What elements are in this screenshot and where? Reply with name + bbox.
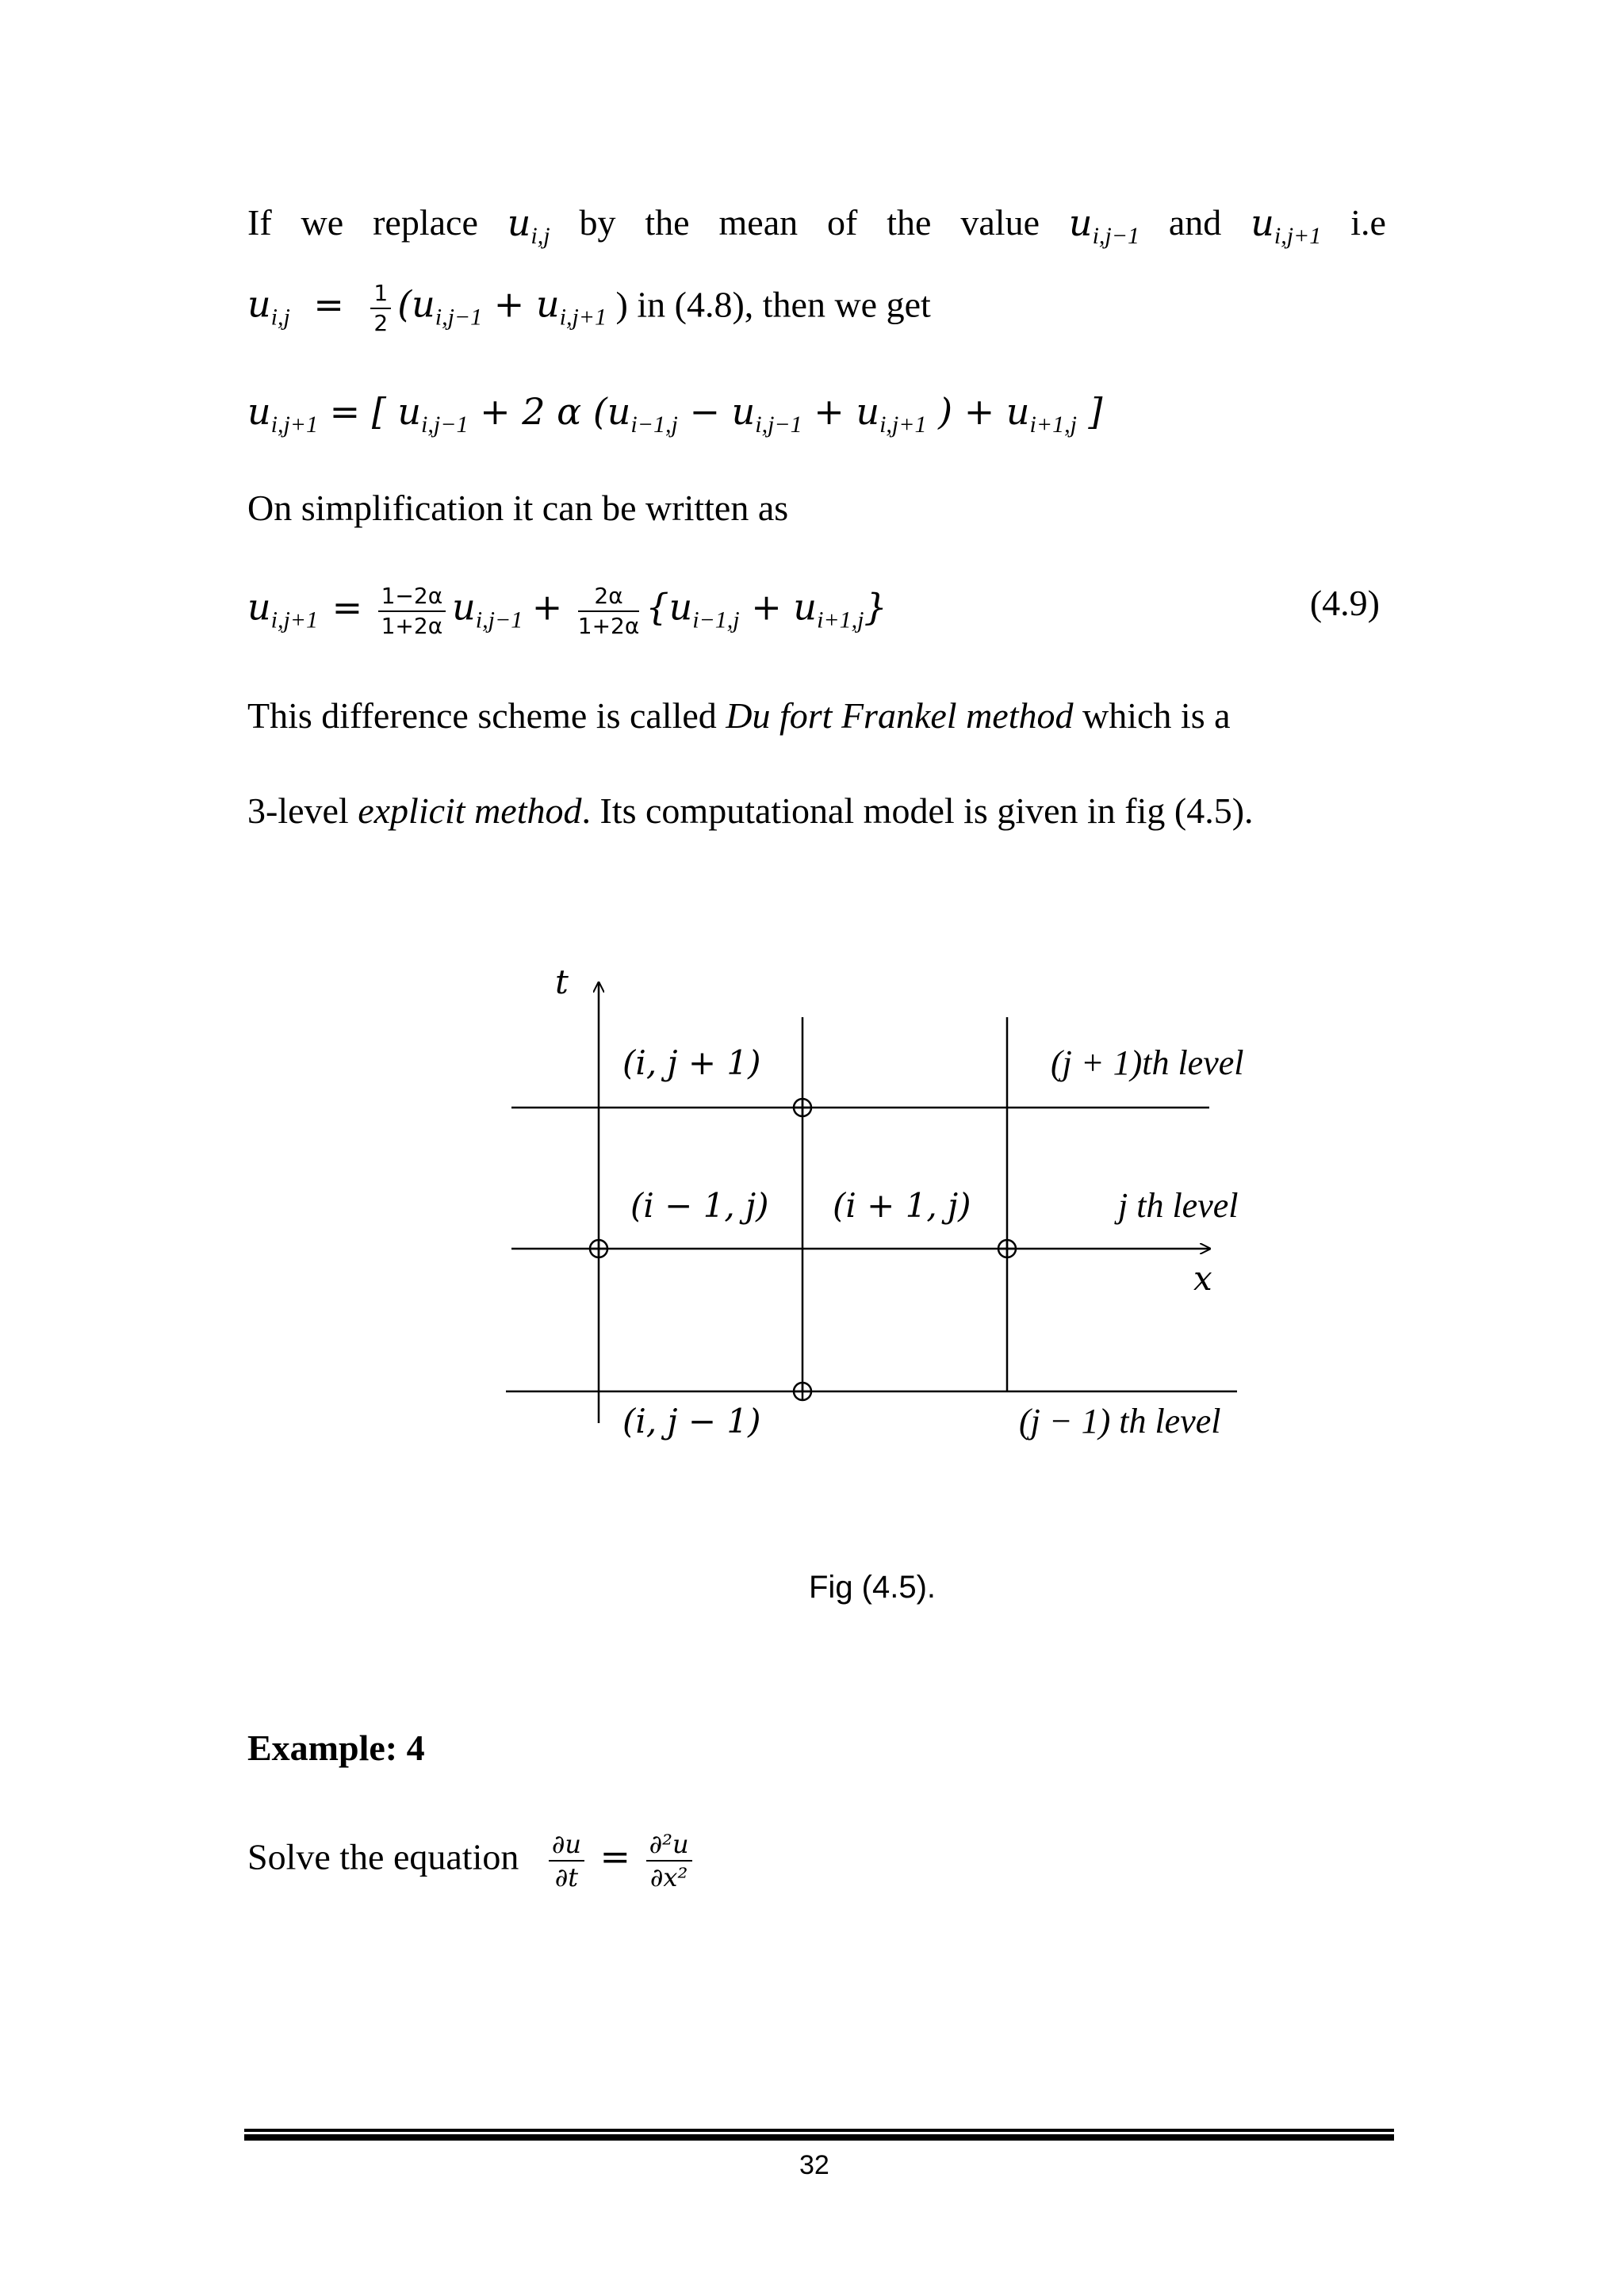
t-axis-label: t <box>555 962 569 1001</box>
simplification-text: On simplification it can be written as <box>247 488 789 528</box>
word: value <box>960 202 1040 243</box>
example-heading: Example: 4 <box>247 1728 425 1768</box>
paragraph-method-line1: This difference scheme is called Du fort Frankel method which is a <box>247 695 1231 736</box>
level-label-top: (j + 1)th level <box>1051 1043 1244 1082</box>
method-name: Du fort Frankel method <box>726 695 1074 736</box>
level-label-mid: j th level <box>1118 1186 1239 1225</box>
fraction-1: $\frac{1-2\alpha}{1+2\alpha}$ <box>378 585 446 637</box>
explicit-method: explicit method <box>358 790 582 831</box>
figure-caption: Fig (4.5). <box>809 1570 936 1605</box>
level-label-bottom: (j − 1) th level <box>1019 1402 1221 1441</box>
fraction-2: $\frac{2\alpha}{1+2\alpha}$ <box>577 583 640 639</box>
word: mean <box>718 202 799 243</box>
node-label-left: (i − 1, j) <box>630 1186 769 1225</box>
word: by <box>579 202 616 243</box>
equation-substituted: $u_{i,j+1}$ = [ $u_{i,j-1} + 2$ α ($u_{i-1,j} - u_{i,j-1} + u_{i,j+1}$ ) + $u_{i+1,j}$ ] <box>247 390 1103 438</box>
page-number: 32 <box>799 2150 829 2180</box>
word: the <box>645 202 690 243</box>
computational-model-figure <box>476 947 1269 1471</box>
grid-node <box>794 1383 811 1400</box>
equation-4-9: $u_{i,j+1}$ = $\frac{1-2\alpha}{1+2\alpha}$ $u_{i,j-1}$ + $\frac{2\alpha}{1+2\alpha}$ $\{u_{i-1,j} + u_{i+1,j}\}$ (4.9) <box>247 583 1380 639</box>
paragraph-intro <box>247 201 1386 249</box>
grid-node <box>794 1099 811 1116</box>
node-label-bottom: (i, j − 1) <box>622 1402 761 1441</box>
grid-node <box>590 1240 607 1257</box>
word: and <box>1168 202 1222 243</box>
math-u-ij: $u_{i,j}$ <box>507 201 550 249</box>
equation-number: (4.9) <box>1309 583 1380 623</box>
word: i.e <box>1350 202 1386 243</box>
math-u-ij-plus: $u_{i,j+1}$ <box>1251 201 1322 249</box>
grid-node <box>998 1240 1016 1257</box>
node-label-top: (i, j + 1) <box>622 1043 761 1082</box>
paragraph-method-line2: 3-level explicit method. Its computational model is given in fig (4.5). <box>247 790 1254 831</box>
x-axis-label: x <box>1193 1259 1212 1298</box>
word: of <box>827 202 858 243</box>
word: replace <box>373 202 478 243</box>
math-u-ij-minus: $u_{i,j-1}$ <box>1068 201 1139 249</box>
footer-rule <box>244 2129 1394 2132</box>
example-statement: Solve the equation $\frac{\partial u}{\partial t}$ = $\frac{\text{∂²u}}{\text{∂x²}}$ <box>247 1831 699 1890</box>
fraction-half: $\frac{1}{2}$ <box>370 282 391 335</box>
equation-mean: $u_{i,j}$ = $\frac{1}{2}$ ($u_{i,j-1} + u_{i,j+1}$ ) in (4.8), then we get <box>247 280 931 336</box>
word: we <box>301 202 344 243</box>
partial-u-t: $\frac{\partial u}{\partial t}$ <box>549 1831 584 1890</box>
node-label-right: (i + 1, j) <box>833 1186 971 1225</box>
footer-rule-thick <box>244 2134 1394 2141</box>
word: If <box>247 202 272 243</box>
word: the <box>887 202 932 243</box>
partial2-u-x2: $\frac{\text{∂²u}}{\text{∂x²}}$ <box>646 1831 692 1890</box>
